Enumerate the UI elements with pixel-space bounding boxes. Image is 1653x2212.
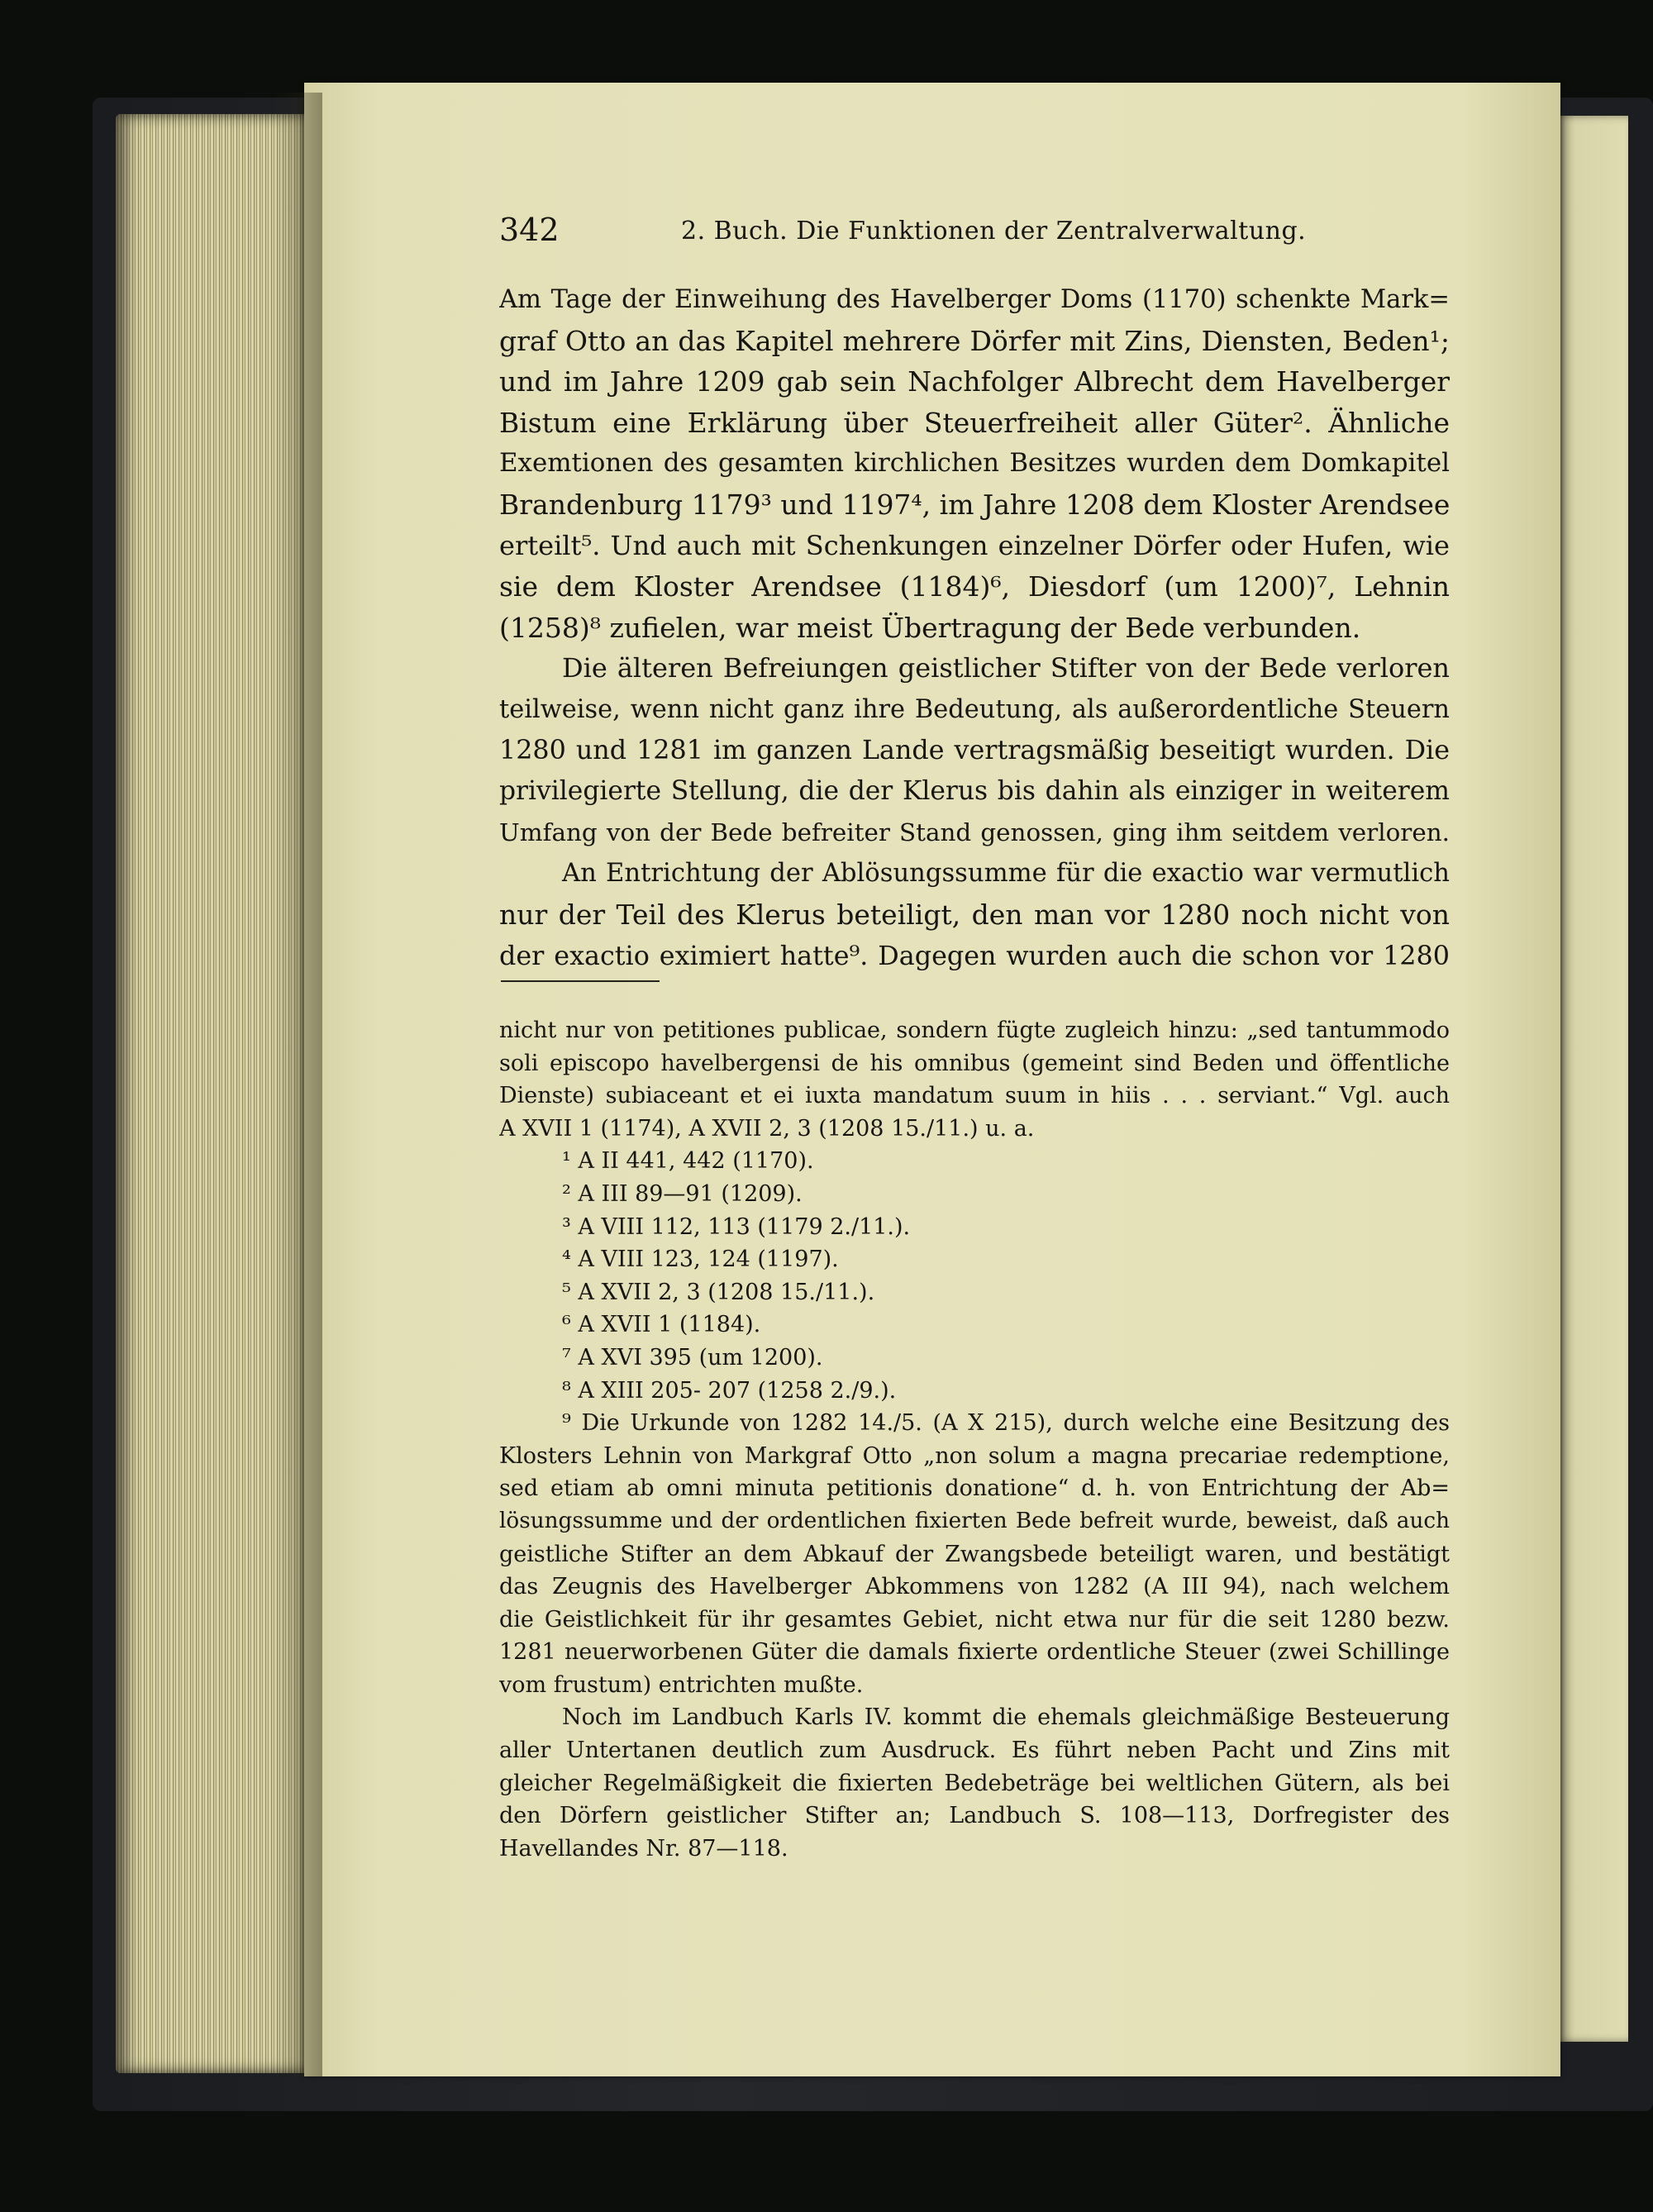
- footnote-line: Havellandes Nr. 87—118.: [499, 1835, 788, 1862]
- text-line: nur der Teil des Klerus beteiligt, den man vor 1280 noch nicht von: [499, 898, 1450, 931]
- footnote-ref: ⁴ A VIII 123, 124 (1197).: [562, 1247, 839, 1273]
- footnote-line: Noch im Landbuch Karls IV. kommt die ehemals gleichmäßige Besteuerung: [562, 1704, 1450, 1731]
- text-line: 1280 und 1281 im ganzen Lande vertragsmäßig beseitigt wurden. Die: [499, 735, 1450, 765]
- text-line: Exemtionen des gesamten kirchlichen Besitzes wurden dem Domkapitel: [499, 448, 1450, 479]
- footnote-line: nicht nur von petitiones publicae, sondern fügte zugleich hinzu: „sed tantummodo: [499, 1018, 1450, 1043]
- text-line: Brandenburg 1179³ und 1197⁴, im Jahre 1208 dem Kloster Arendsee: [499, 488, 1450, 521]
- text-line: Umfang von der Bede befreiter Stand genossen, ging ihm seitdem verloren.: [499, 818, 1450, 846]
- footnote-ref: ⁶ A XVII 1 (1184).: [562, 1312, 761, 1338]
- footnote-line: Klosters Lehnin von Markgraf Otto „non solum a magna precariae redemptione,: [499, 1442, 1450, 1469]
- page-number: 342: [499, 212, 560, 248]
- gutter-shadow: [273, 93, 322, 2076]
- main-text: [499, 279, 1450, 976]
- footnote-ref: ² A III 89—91 (1209).: [562, 1180, 803, 1207]
- text-line: graf Otto an das Kapitel mehrere Dörfer mit Zins, Diensten, Beden¹;: [499, 324, 1450, 357]
- text-line: privilegierte Stellung, die der Klerus bis dahin als einziger in weiterem: [499, 776, 1450, 807]
- text-line: (1258)⁸ zufielen, war meist Übertragung der Bede verbunden.: [499, 611, 1361, 644]
- footnote-line: Dienste) subiaceant et ei iuxta mandatum suum in hiis . . . serviant.“ Vgl. auch: [499, 1083, 1450, 1109]
- text-line: Bistum eine Erklärung über Steuerfreiheit aller Güter². Ähnliche: [499, 406, 1450, 439]
- footnote-line: 1281 neuerworbenen Güter die damals fixierte ordentliche Steuer (zwei Schillinge: [499, 1639, 1450, 1666]
- footnote-rule: [501, 980, 660, 982]
- footnote-line: lösungssumme und der ordentlichen fixierten Bede befreit wurde, beweist, daß auch: [499, 1508, 1450, 1533]
- footnote-line: geistliche Stifter an dem Abkauf der Zwangsbede beteiligt waren, und bestätigt: [499, 1541, 1450, 1567]
- footnote-line: den Dörfern geistlicher Stifter an; Landbuch S. 108—113, Dorfregister des: [499, 1803, 1450, 1829]
- footnote-line: aller Untertanen deutlich zum Ausdruck. Es führt neben Pacht und Zins mit: [499, 1738, 1450, 1764]
- footnote-ref: ³ A VIII 112, 113 (1179 2./11.).: [562, 1213, 911, 1240]
- text-line: teilweise, wenn nicht ganz ihre Bedeutung, als außerordentliche Steuern: [499, 694, 1450, 724]
- footnote-ref: ¹ A II 441, 442 (1170).: [562, 1148, 814, 1175]
- footnote-line: soli episcopo havelbergensi de his omnibus (gemeint sind Beden und öffentliche: [499, 1050, 1450, 1076]
- footnote-ref: ⁵ A XVII 2, 3 (1208 15./11.).: [562, 1279, 875, 1305]
- footnote-line: sed etiam ab omni minuta petitionis donatione“ d. h. von Entrichtung der Ab=: [499, 1475, 1450, 1502]
- footnote-line: gleicher Regelmäßigkeit die fixierten Bedebeträge bei weltlichen Gütern, als bei: [499, 1770, 1450, 1796]
- text-line: An Entrichtung der Ablösungssumme für die exactio war vermutlich: [562, 859, 1450, 889]
- text-line: Am Tage der Einweihung des Havelberger Doms (1170) schenkte Mark=: [499, 285, 1450, 314]
- footnotes: [499, 1014, 1450, 1865]
- footnote-line: vom frustum) entrichten mußte.: [499, 1671, 864, 1698]
- text-line: der exactio eximiert hatte⁹. Dagegen wurden auch die schon vor 1280: [499, 939, 1450, 971]
- footnote-line: ⁹ Die Urkunde von 1282 14./5. (A X 215), durch welche eine Besitzung des: [562, 1410, 1450, 1437]
- running-title: 2. Buch. Die Funktionen der Zentralverwaltung.: [681, 217, 1307, 246]
- footnote-line: A XVII 1 (1174), A XVII 2, 3 (1208 15./11.) u. a.: [499, 1115, 1035, 1142]
- page-header: [499, 207, 1450, 256]
- text-line: Die älteren Befreiungen geistlicher Stifter von der Bede verloren: [562, 652, 1450, 684]
- footnote-line: das Zeugnis des Havelberger Abkommens von 1282 (A III 94), nach welchem: [499, 1574, 1450, 1600]
- footnote-ref: ⁸ A XIII 205- 207 (1258 2./9.).: [562, 1377, 897, 1404]
- next-page-edge: [1557, 116, 1628, 2042]
- footnote-line: die Geistlichkeit für ihr gesamtes Gebiet, nicht etwa nur für die seit 1280 bezw.: [499, 1606, 1450, 1633]
- text-line: und im Jahre 1209 gab sein Nachfolger Albrecht dem Havelberger: [499, 365, 1450, 398]
- footnote-ref: ⁷ A XVI 395 (um 1200).: [562, 1344, 823, 1371]
- text-line: erteilt⁵. Und auch mit Schenkungen einzelner Dörfer oder Hufen, wie: [499, 529, 1450, 561]
- text-line: sie dem Kloster Arendsee (1184)⁶, Diesdorf (um 1200)⁷, Lehnin: [499, 570, 1450, 603]
